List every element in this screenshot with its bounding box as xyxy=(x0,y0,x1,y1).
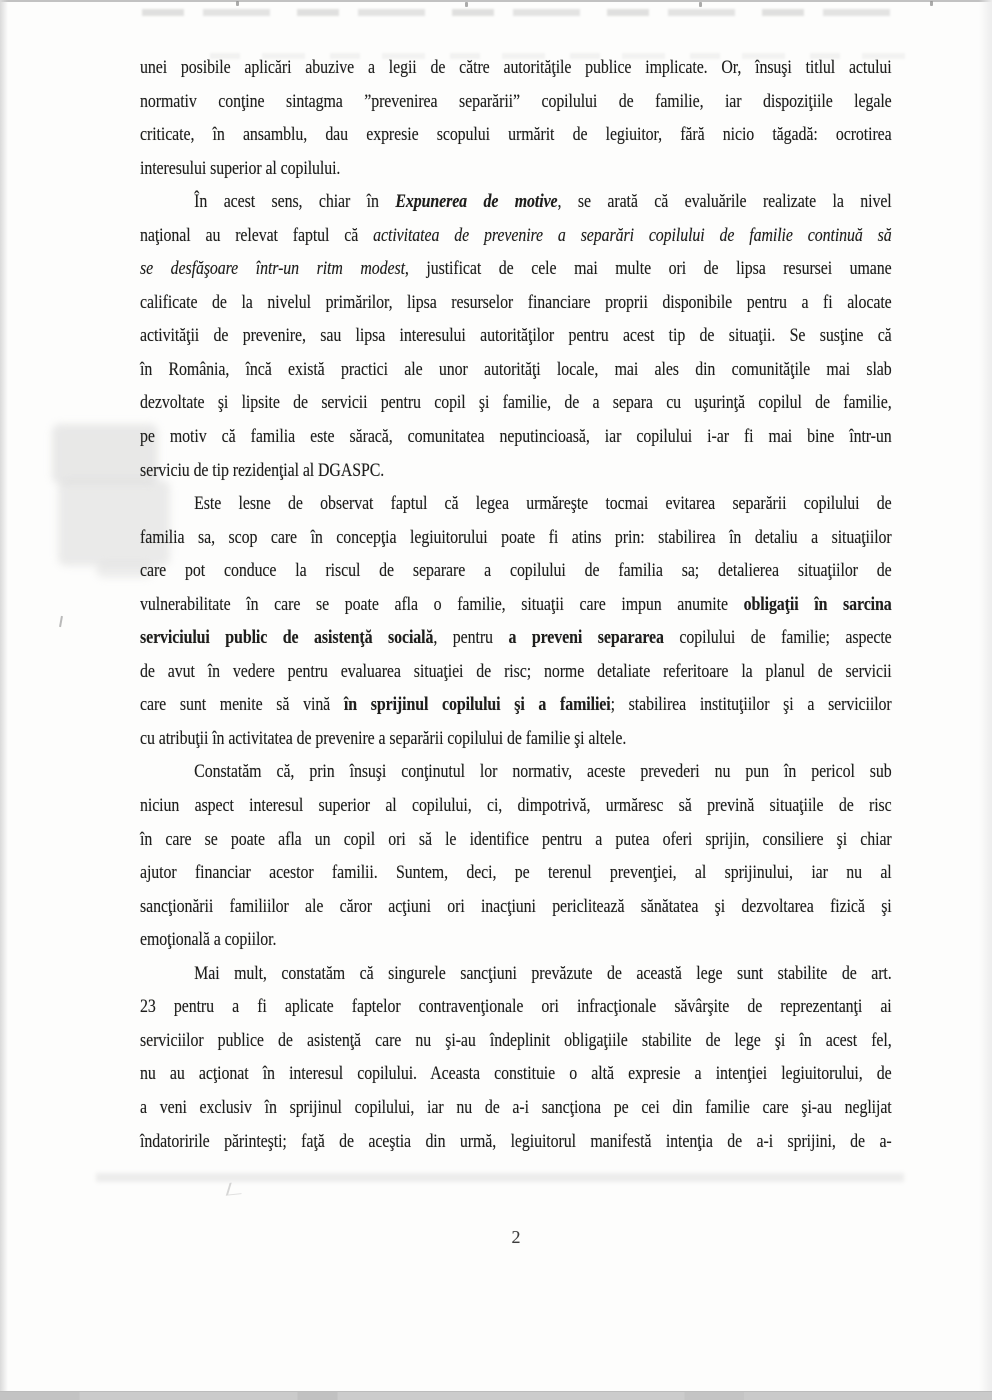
text-segment: serviciilor publice de asistenţă care nu şi-au îndeplinit obligaţiile stabilite de lege şi în acest fel, xyxy=(140,1030,892,1051)
text-segment: Constatăm că, prin însuşi conţinutul lor normativ, aceste prevederi nu pun în pericol sub xyxy=(194,762,892,783)
text-segment: în România, încă există practici ale unor autorităţi locale, mai ales din comunităţile mai slab xyxy=(140,359,892,380)
text-segment: , pentru xyxy=(433,628,509,649)
text-line xyxy=(140,991,892,1025)
text-segment: interesului superior al copilului. xyxy=(140,158,341,179)
text-segment-bi: Expunerea de motive xyxy=(395,192,558,213)
text-segment: În acest sens, chiar în xyxy=(194,192,396,213)
text-segment: familia sa, scop care în concepţia legiuitorului poate fi atins prin: stabilirea în detaliu a situaţiilor xyxy=(140,527,892,548)
text-line xyxy=(140,1058,892,1092)
text-segment: care pot conduce la riscul de separare a copilului de familia sa; detalierea situaţiilor de xyxy=(140,561,892,582)
text-line xyxy=(140,287,892,321)
text-line xyxy=(140,186,892,220)
text-segment-b: în sprijinul copilului şi a familiei xyxy=(343,695,611,716)
text-segment: naţional au relevat faptul că xyxy=(140,225,374,246)
text-segment: Este lesne de observat faptul că legea urmăreşte tocmai evitarea separării copilului de xyxy=(194,494,892,515)
text-segment-i: se desfăşoare într-un ritm modest xyxy=(140,259,405,280)
scan-speck xyxy=(236,1,239,6)
text-segment: copilului de familie; aspecte xyxy=(663,628,892,649)
scan-speck xyxy=(699,2,702,7)
scan-edge-bottom xyxy=(0,1391,992,1400)
scan-noise-band xyxy=(96,1173,904,1182)
text-segment: ; stabilirea instituţiilor şi a serviciilor xyxy=(610,695,892,716)
document-text xyxy=(140,52,892,1159)
text-line xyxy=(140,723,892,757)
page-number: 2 xyxy=(511,1227,521,1247)
text-segment: a veni exclusiv în sprijinul copilului, iar nu de a-i sancţiona pe cei din familie care şi-au neglijat xyxy=(140,1097,892,1118)
text-segment: unei posibile aplicări abuzive a legii de către autorităţile publice implicate. Or, însuşi titlul actului xyxy=(140,58,892,78)
text-line xyxy=(140,488,892,522)
text-segment: emoţională a copiilor. xyxy=(140,930,277,951)
text-segment-b: obligaţii în sarcina xyxy=(743,594,892,615)
text-line xyxy=(140,1025,892,1059)
text-line xyxy=(140,756,892,790)
text-segment-i: activitatea de prevenire a separări copilului de familie continuă să xyxy=(373,225,892,246)
text-line xyxy=(140,958,892,992)
text-segment: vulnerabilitate în care se poate afla o familie, situaţii care impun anumite xyxy=(140,594,744,615)
scan-noise-top xyxy=(142,9,910,16)
text-line xyxy=(140,86,892,120)
text-segment: criticate, în ansamblu, dau expresie scopului urmărit de legiuitor, fără nicio tăgadă: ocrotirea xyxy=(140,125,892,146)
text-line xyxy=(140,421,892,455)
text-line xyxy=(140,555,892,589)
scan-edge-top xyxy=(0,0,992,2)
text-line xyxy=(140,656,892,690)
text-segment: dezvoltate şi lipsite de servicii pentru copil şi familie, de a separa cu uşurinţă copilul de familie, xyxy=(140,393,892,414)
text-segment: care sunt menite să vină xyxy=(140,695,344,716)
scan-edge-left xyxy=(0,0,8,1400)
text-line xyxy=(140,589,892,623)
text-line xyxy=(140,320,892,354)
text-line xyxy=(140,824,892,858)
text-line xyxy=(140,387,892,421)
text-segment-b: serviciului public de asistenţă socială xyxy=(140,628,434,649)
text-line xyxy=(140,220,892,254)
text-segment: niciun aspect interesul superior al copilului, ci, dimpotrivă, urmăresc să prevină situaţiile de risc xyxy=(140,796,892,817)
scan-mark xyxy=(226,1181,245,1195)
text-line xyxy=(140,790,892,824)
text-segment: , se arată că evaluările realizate la nivel xyxy=(557,192,892,213)
text-segment: 23 pentru a fi aplicate faptelor contravenţionale ori infracţionale săvârşite de reprezentanţi ai xyxy=(140,997,892,1018)
text-line xyxy=(140,857,892,891)
text-line xyxy=(140,1126,892,1160)
text-segment: nu au acţionat în interesul copilului. Aceasta constituie o altă expresie a intenţiei legiuitorului, de xyxy=(140,1064,892,1085)
text-line xyxy=(140,153,892,187)
text-segment: ajutor financiar acestor familii. Suntem, deci, pe terenul prevenţiei, al sprijinului, iar nu al xyxy=(140,863,892,884)
text-segment: activităţii de prevenire, sau lipsa interesului autorităţilor pentru acest tip de situaţii. Se susţine că xyxy=(140,326,892,347)
text-segment: cu atribuţii în activitatea de prevenire a separării copilului de familie şi altele. xyxy=(140,728,627,749)
text-line xyxy=(140,253,892,287)
text-line xyxy=(140,924,892,958)
text-line xyxy=(140,891,892,925)
text-segment: serviciu de tip rezidenţial al DGASPC. xyxy=(140,460,385,481)
text-line xyxy=(140,455,892,489)
text-segment: pe motiv că familia este săracă, comunitatea neputincioasă, iar copilului i-ar fi mai bine într-un xyxy=(140,427,892,448)
scan-speck xyxy=(465,2,468,7)
text-segment: normativ conţine sintagma ”prevenirea separării” copilului de familie, iar dispoziţiile legale xyxy=(140,91,892,112)
text-segment: sancţionării familiilor ale căror acţiuni ori inacţiuni periclitează sănătatea şi dezvoltarea fizică şi xyxy=(140,896,892,917)
text-line xyxy=(140,522,892,556)
text-segment: în care se poate afla un copil ori să le identifice pentru a putea oferi sprijin, consiliere şi chiar xyxy=(140,829,892,850)
text-segment: îndatoririle părinteşti; faţă de aceştia din urmă, legiuitorul manifestă intenţia de a-i sprijini, de a- xyxy=(140,1131,892,1152)
text-line xyxy=(140,119,892,153)
text-line xyxy=(140,689,892,723)
text-line xyxy=(140,622,892,656)
text-line xyxy=(140,354,892,388)
scan-speck xyxy=(930,1,933,6)
text-segment: Mai mult, constatăm că singurele sancţiuni prevăzute de această lege sunt stabilite de art. xyxy=(194,963,892,984)
text-line xyxy=(140,1092,892,1126)
text-segment: de avut în vedere pentru evaluarea situaţiei de risc; norme detaliate referitoare la planul de servicii xyxy=(140,661,892,682)
scan-edge-right xyxy=(979,0,992,1400)
text-segment: , justificat de cele mai multe ori de lipsa resursei umane xyxy=(404,259,892,280)
text-segment: calificate de la nivelul primărilor, lipsa resurselor financiare proprii disponibile pentru a fi alocate xyxy=(140,292,892,313)
text-segment-b: a preveni separarea xyxy=(508,628,664,649)
scan-mark xyxy=(59,616,63,627)
text-line xyxy=(140,52,892,86)
